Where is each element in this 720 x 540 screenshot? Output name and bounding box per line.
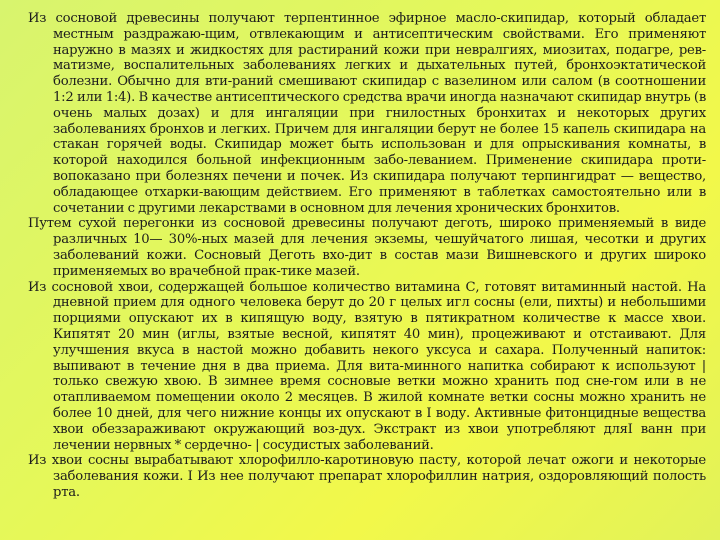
- paragraph-chlorophyll-paste: Из хвои сосны вырабатывают хлорофилло-каротиновую пасту, которой лечат ожоги и некоторые заболевания кожи. I Из нее получают препарат хлорофиллин натрия, оздоровляющий полость рта.: [28, 453, 706, 500]
- paragraph-needle-infusion: Из сосновой хвои, содержащей большое количество витамина С, готовят витаминный настой. На дневной прием для одного человека берут до 20 г целых игл сосны (ели, пихты) и небольшими порциями опускают их в кипящую воду, взятую в пятикратном количестве к массе хвои. Кипятят 20 мин (иглы, взятые весной, кипятят 40 мин), процеживают и отстаивают. Для улучшения вкуса в настой можно добавить некого уксуса и сахара. Полученный напиток: выпивают в течение дня в два приема. Для вита-минного напитка собирают к используют | только свежую хвою. В зимнее время сосновые ветки можно хранить под сне-гом или в не отапливаемом помещении около 2 месяцев. В жилой комнате ветки сосны можно хранить не более 10 дней, для чего нижние концы их опускают в I воду. Активные фитонцидные вещества хвои обеззараживают окружающий воз-дух. Экстракт из хвои употребляют дляI ванн при лечении нервных * сердечно- | сосудистых заболеваний.: [28, 279, 706, 453]
- paragraph-turpentine: Из сосновой древесины получают терпентинное эфирное масло-скипидар, который обладает местным раздражаю-щим, отвлекающим и антисептическим свойствами. Его применяют наружно в мазях и жидкостях для растираний кожи при невралгиях, миозитах, подагре, рев-матизме, воспалительных заболеваниях легких и дыхательных путей, бронхоэктатической болезни. Обычно для вти-раний смешивают скипидар с вазелином или салом (в соотношении 1:2 или 1:4). В качестве антисептического средства врачи иногда назначают скипидар внутрь (в очень малых дозах) и для ингаляции при гнилостных бронхитах и некоторых других заболеваниях бронхов и легких. Причем для ингаляции берут не более 15 капель скипидара на стакан горячей воды. Скипидар может быть использован и для опрыскивания комнаты, в которой находился больной инфекционным забо-леванием. Применение скипидара проти-вопоказано при болезнях печени и почек. Из скипидара получают терпингидрат — вещество, обладающее отхарки-вающим действием. Его применяют в таблетках самостоятельно или в сочетании с другими лекарствами в основном для лечения хронических бронхитов.: [28, 11, 706, 216]
- paragraph-tar: Путем сухой перегонки из сосновой древесины получают деготь, широко применяемый в виде различных 10— 30%-ных мазей для лечения экземы, чешуйчатого лишая, чесотки и других заболеваний кожи. Сосновый Деготь вхо-дит в состав мази Вишневского и других широко применяемых во врачебной прак-тике мазей.: [28, 216, 706, 279]
